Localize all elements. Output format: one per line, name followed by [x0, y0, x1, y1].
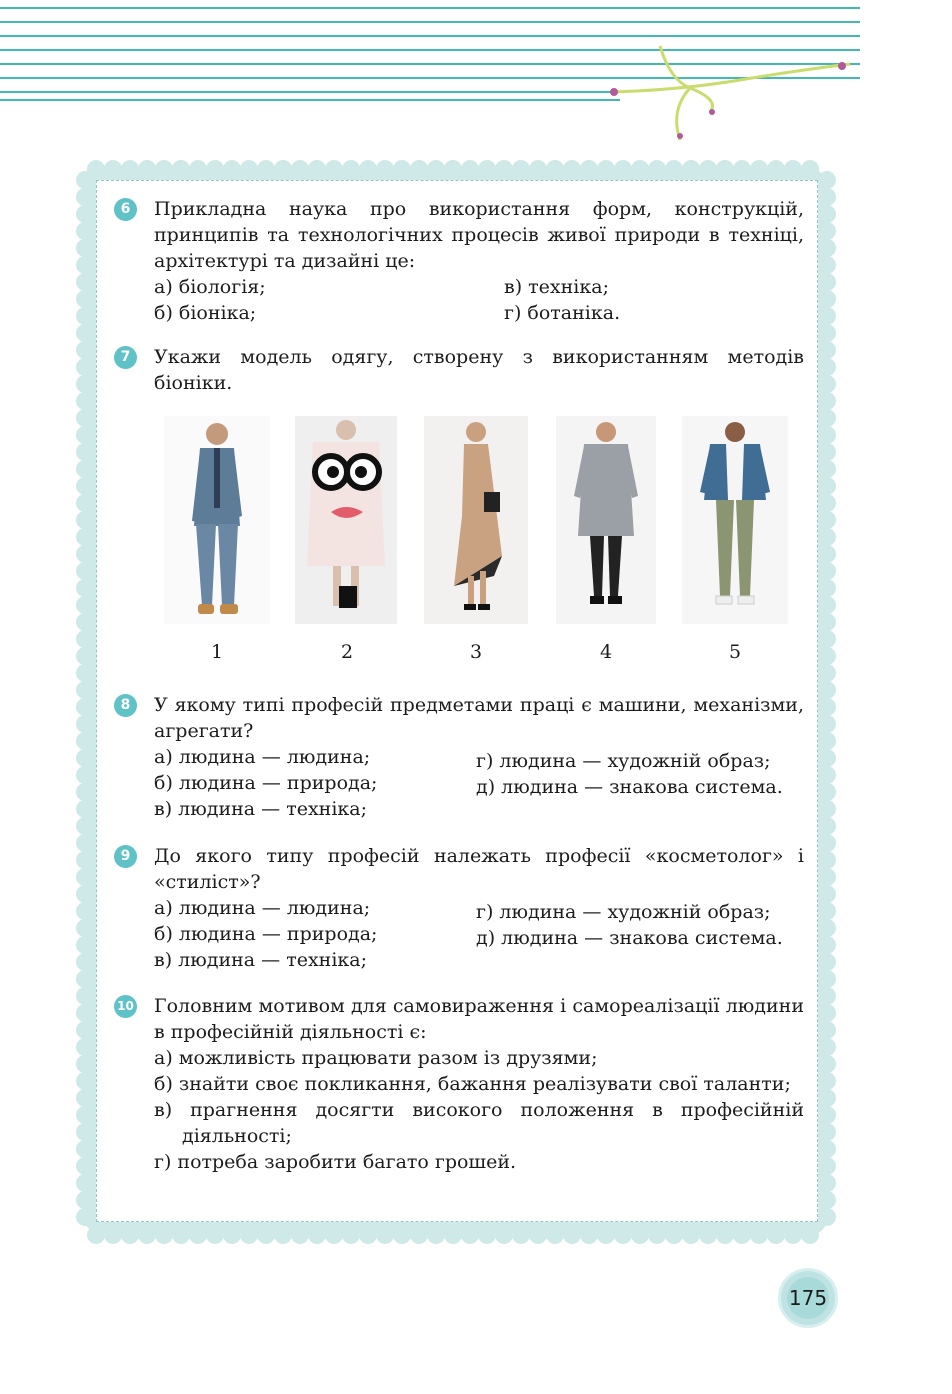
question-text: До якого типу професій належать професії «косметолог» і «стиліст»? — [154, 845, 804, 893]
option-b[interactable]: б) людина — природа; — [154, 772, 378, 794]
question-text: Головним мотивом для самовираження і самореалізації людини в професійній діяльності є: — [154, 995, 804, 1043]
beige-asymmetric-dress-photo[interactable] — [424, 416, 528, 624]
option-d[interactable]: д) людина — знакова система. — [476, 927, 783, 949]
option-b[interactable]: б) біоніка; — [154, 302, 257, 324]
question-8 — [114, 692, 804, 824]
options — [154, 1045, 804, 1175]
question-9 — [114, 843, 804, 975]
ribbon-bow-decoration — [600, 40, 860, 150]
options — [154, 274, 804, 328]
question-7 — [114, 344, 804, 396]
image-caption-5: 5 — [728, 641, 742, 663]
page-number: 175 — [787, 1277, 829, 1319]
options — [154, 895, 804, 975]
question-10 — [114, 993, 804, 1175]
option-a[interactable]: а) можливість працювати разом із друзями; — [154, 1047, 598, 1069]
option-g[interactable]: г) ботаніка. — [504, 302, 621, 324]
option-g[interactable]: г) людина — художній образ; — [476, 750, 771, 772]
option-g[interactable]: г) потреба заробити багато грошей. — [154, 1151, 517, 1173]
option-a[interactable]: а) біологія; — [154, 276, 266, 298]
option-b[interactable]: б) знайти своє покликання, бажання реалізувати свої таланти; — [154, 1073, 791, 1095]
denim-jacket-khaki-pants-photo[interactable] — [682, 416, 788, 624]
question-number-badge: 6 — [114, 198, 137, 221]
image-caption-2: 2 — [340, 641, 354, 663]
image-caption-4: 4 — [599, 641, 613, 663]
option-v[interactable]: в) прагнення досягти високого положення в професійній діяльності; — [154, 1099, 804, 1147]
dress-with-glasses-print-photo[interactable] — [295, 416, 397, 624]
question-text: Укажи модель одягу, створену з використанням методів біоніки. — [154, 346, 804, 394]
image-caption-3: 3 — [469, 641, 483, 663]
option-g[interactable]: г) людина — художній образ; — [476, 901, 771, 923]
option-v[interactable]: в) техніка; — [504, 276, 609, 298]
option-b[interactable]: б) людина — природа; — [154, 923, 378, 945]
option-d[interactable]: д) людина — знакова система. — [476, 776, 783, 798]
question-6 — [114, 196, 804, 328]
question-number-badge: 9 — [114, 845, 137, 868]
question-text: У якому типі професій предметами праці є машини, механізми, агрегати? — [154, 694, 804, 742]
options — [154, 744, 804, 824]
option-v[interactable]: в) людина — техніка; — [154, 798, 368, 820]
page-number-badge — [778, 1268, 838, 1328]
question-number-badge: 7 — [114, 346, 137, 369]
image-caption-1: 1 — [210, 641, 224, 663]
option-a[interactable]: а) людина — людина; — [154, 897, 371, 919]
option-a[interactable]: а) людина — людина; — [154, 746, 371, 768]
option-v[interactable]: в) людина — техніка; — [154, 949, 368, 971]
grey-tunic-photo[interactable] — [556, 416, 656, 624]
man-in-blue-suit-photo[interactable] — [164, 416, 270, 624]
question-number-badge: 8 — [114, 694, 137, 717]
question-number-badge: 10 — [114, 995, 137, 1018]
question-text: Прикладна наука про використання форм, конструкцій, принципів та технологічних процесів живої природи в техніці, архітектурі та дизайні це: — [154, 198, 804, 272]
